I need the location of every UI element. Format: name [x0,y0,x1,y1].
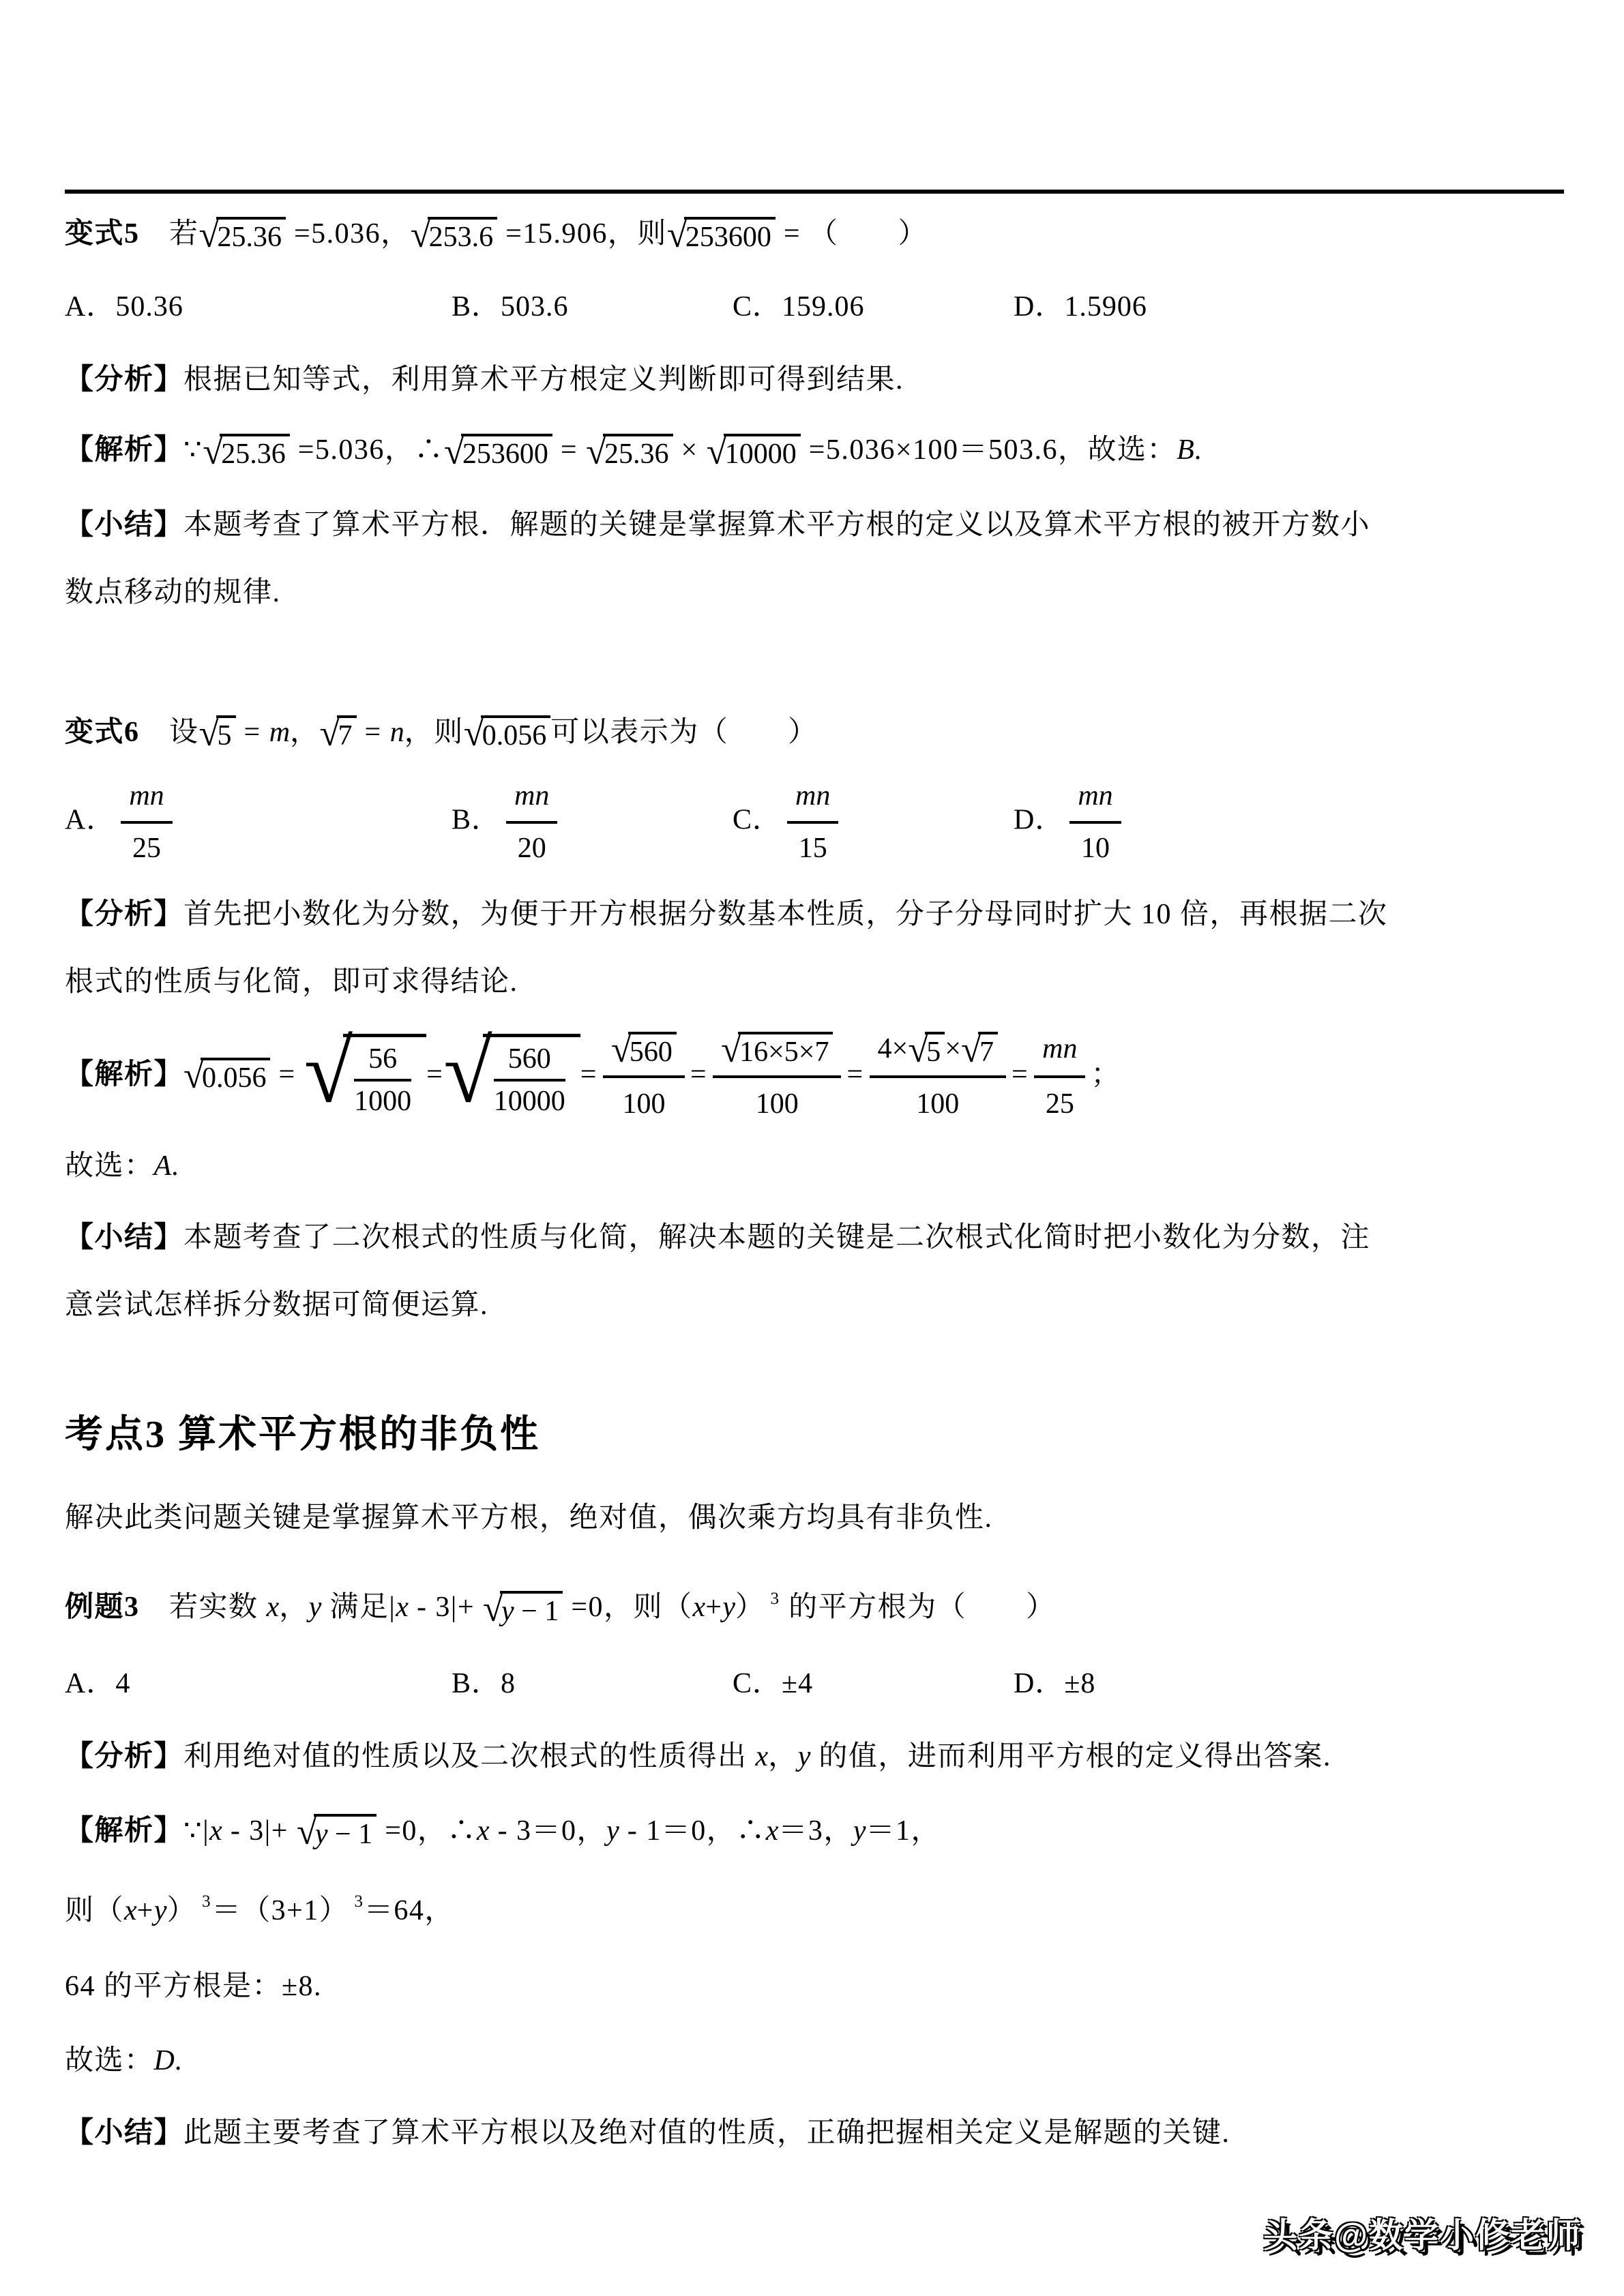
text-run: =0，∴ [377,1815,477,1847]
text-run: ∵ [183,434,203,466]
text-run: ＝1， [866,1815,941,1847]
text-run: mn [514,780,550,812]
text-run: 【小结】 [65,1222,184,1254]
text-run: 560 [629,1036,673,1068]
numerator [494,1043,565,1082]
text-run: B [1177,434,1194,466]
sqrt-expression [319,712,357,754]
fraction [787,775,838,870]
text-run: . [1194,434,1202,466]
sqrt-vinculum [461,434,552,471]
text-run: 此题主要考查了算术平方根以及绝对值的性质，正确把握相关定义是解题的关键. [183,2117,1230,2149]
text-run: = [270,1058,304,1090]
text-run: + [705,1592,723,1624]
sqrt-vinculum [220,434,290,471]
text-run: = [552,434,587,466]
text-run: 满足| [321,1592,396,1624]
text-run: - 1＝0，∴ [619,1815,766,1847]
text-run: 【分析】 [65,364,184,396]
fraction [713,1026,841,1127]
text-run: 16×5×7 [739,1036,829,1068]
text-run: 25 [132,833,162,865]
text-run: 根据已知等式，利用算术平方根定义判断即可得到结果. [183,364,904,396]
v5-option-b: B．503.6 [452,291,569,323]
sqrt-expression [721,1028,833,1070]
text-run: x [765,1815,779,1847]
text-run: 【解析】 [65,1815,184,1847]
sqrt-expression [183,1054,270,1096]
text-run: =0，则（ [563,1592,693,1624]
text-run: 100 [916,1088,960,1120]
e3-solution-line2 [65,1888,1564,1934]
radical-icon: √ [203,430,224,472]
text-run: ， [279,1592,309,1624]
v5-summary-line1 [65,503,1564,548]
radical-icon: √ [410,213,431,256]
text-run: × [945,1032,961,1064]
denominator [1069,824,1121,870]
v5-option-a: A．50.36 [65,291,183,323]
text-run: ， [290,716,320,748]
v5-options-row [65,286,1564,329]
text-run: 变式6 [65,716,140,748]
numerator [1069,775,1121,824]
text-run: 例题3 [65,1592,140,1624]
text-run: 本题考查了算术平方根．解题的关键是掌握算术平方根的定义以及算术平方根的被开方数小 [183,509,1371,541]
sqrt-expression [203,430,289,472]
text-run: x [209,1815,222,1847]
numerator [603,1026,685,1078]
text-run: 故选： [65,1150,154,1182]
v6-option-d [1014,775,1564,870]
text-run: ） [166,1894,197,1926]
text-run: 的值，进而利用平方根的定义得出答案. [810,1740,1331,1772]
text-run: ＝3， [778,1815,853,1847]
text-run: 7 [338,720,353,752]
text-run: mn [129,780,164,812]
text-run: 10 [1081,833,1110,865]
text-run: = （ ） [775,218,928,250]
sqrt-vinculum [738,1032,833,1069]
v6-summary-line2: 意尝试怎样拆分数据可简便运算. [65,1289,489,1322]
v6-options-row [65,775,1564,870]
denominator [494,1082,565,1118]
text-run: =15.906，则 [497,218,667,250]
text-run: x [692,1592,706,1624]
text-run: 100 [755,1088,799,1120]
radical-icon: √ [304,1023,353,1122]
text-run: y [606,1815,619,1847]
text-run: = [690,1058,708,1090]
v6-option-b [452,775,733,870]
text-run: − 1 [327,1819,373,1851]
superscript: 3 [354,1892,363,1911]
text-run: ∵| [183,1815,210,1847]
fraction [354,1043,411,1118]
sqrt-expression [198,712,236,754]
fraction [1069,775,1121,870]
radical-icon: √ [183,1054,204,1096]
footer-watermark: 头条@数学小修老师 [1263,2216,1582,2254]
radical-icon: √ [960,1028,981,1070]
text-run: C． [733,804,782,836]
denominator [121,824,172,870]
text-run: 7 [979,1036,994,1068]
denominator [713,1078,841,1127]
text-run: 25.36 [217,222,282,254]
sqrt-vinculum [628,1032,677,1069]
v5-summary-line2: 数点移动的规律. [65,576,281,608]
text-run: 5 [217,720,232,752]
text-run: × [673,434,707,466]
text-run: 253600 [462,438,548,470]
e3-solution-line3: 64 的平方根是：±8. [65,1971,323,2003]
sqrt-vinculum [314,1814,377,1851]
text-run: + [136,1894,154,1926]
superscript: 3 [202,1892,211,1911]
v6-choice [65,1144,1564,1189]
numerator [713,1026,841,1078]
v5-option-c: C．159.06 [733,291,865,323]
kp3-intro: 解决此类问题关键是掌握算术平方根，绝对值，偶次乘方均具有非负性. [65,1502,993,1534]
numerator [506,775,557,824]
sqrt-expression [666,213,776,256]
text-run: 则（ [65,1894,125,1926]
e3-analysis [65,1734,1564,1780]
radical-icon: √ [483,1587,503,1629]
sqrt-vinculum [343,1034,426,1120]
e3-choice [65,2038,1564,2084]
radical-icon: √ [296,1810,317,1853]
text-run: n [389,716,404,748]
fraction [506,775,557,870]
sqrt-vinculum [428,217,498,254]
text-run: . [171,1150,180,1182]
text-run: mn [795,780,831,812]
text-run: mn [1078,780,1113,812]
text-run: B． [452,804,501,836]
text-run: 变式5 [65,218,140,250]
text-run: ，则 [404,716,464,748]
text-run: mn [1042,1032,1078,1064]
e3-summary [65,2111,1564,2156]
e3-options-row [65,1663,1564,1705]
text-run: x [755,1740,769,1772]
radical-icon: √ [706,430,727,472]
text-run: 【小结】 [65,509,184,541]
v5-analysis [65,357,1564,403]
text-run: 【解析】 [65,1058,184,1090]
sqrt-expression [960,1028,998,1070]
text-run: 【小结】 [65,2117,184,2149]
v5-option-d: D．1.5906 [1014,291,1147,323]
text-run: 0.056 [482,720,547,752]
text-run: 若 [139,218,199,250]
e3-solution-line1 [65,1808,1564,1854]
sqrt-expression [463,712,550,754]
e3-option-c: C．±4 [733,1667,814,1699]
e3-question [65,1585,1564,1630]
sqrt-expression [610,1028,677,1070]
radical-icon: √ [666,213,688,256]
text-run: 故选： [65,2045,154,2077]
text-run: 560 [507,1043,551,1075]
text-run: 5 [926,1036,941,1068]
sqrt-vinculum [216,217,286,254]
v6-summary-line1 [65,1215,1564,1261]
numerator [354,1043,411,1082]
text-run: = [356,716,390,748]
v6-option-c [733,775,1014,870]
kp3-heading: 考点3 算术平方根的非负性 [65,1414,540,1457]
e3-option-b: B．8 [452,1667,516,1699]
text-run: = [235,716,269,748]
radical-icon: √ [319,712,340,754]
radical-icon: √ [610,1028,632,1070]
denominator [354,1082,411,1118]
text-run: A [153,1150,172,1182]
text-run: x [124,1894,137,1926]
sqrt-expression [483,1587,563,1629]
text-run: 的平方根为（ ） [780,1592,1056,1624]
denominator [603,1078,685,1127]
sqrt-expression [296,1810,377,1853]
numerator [121,775,172,824]
v6-question [65,710,1564,756]
text-run: ＝（3+1） [211,1894,349,1926]
text-run: 253.6 [428,222,494,254]
numerator [1034,1026,1085,1078]
text-run: ； [1091,1058,1121,1090]
text-run: - 3|+ [222,1815,297,1847]
radical-icon: √ [443,1023,492,1122]
radical-icon: √ [443,430,464,472]
sqrt-vinculum [684,217,776,254]
denominator [870,1078,1006,1127]
text-run: − 1 [514,1595,559,1627]
sqrt-expression [198,213,286,256]
sqrt-vinculum [724,434,801,471]
text-run: 56 [368,1043,398,1075]
sqrt-expression [908,1028,945,1070]
text-run: y [153,1894,167,1926]
text-run: D． [1014,804,1065,836]
text-run: x [396,1592,409,1624]
v6-analysis-line2: 根式的性质与化简，即可求得结论. [65,966,518,998]
text-run: . [174,2045,183,2077]
text-run: = [426,1058,444,1090]
text-run: y [722,1592,736,1624]
text-run: m [269,716,291,748]
text-run: 4× [877,1032,909,1064]
text-run: = [846,1058,864,1090]
superscript: 3 [770,1589,780,1608]
text-run: 【解析】 [65,434,184,466]
radical-icon: √ [586,430,607,472]
text-run: ） [735,1592,765,1624]
e3-option-d: D．±8 [1014,1667,1096,1699]
text-run: 253600 [685,222,771,254]
fraction [121,775,172,870]
radical-icon: √ [198,712,220,754]
v5-solution [65,428,1564,473]
fraction [1034,1026,1085,1127]
text-run: 100 [622,1088,666,1120]
denominator [787,824,838,870]
text-run: 25.36 [221,438,286,470]
radical-icon: √ [721,1028,742,1070]
text-run: 25.36 [604,438,669,470]
sqrt-vinculum [500,1591,563,1628]
text-run: 10000 [493,1086,565,1118]
text-run: A． [65,804,116,836]
denominator [1034,1078,1085,1127]
e3-option-a: A．4 [65,1667,131,1699]
denominator [506,824,557,870]
text-run: 20 [517,833,546,865]
text-run: =5.036，∴ [289,434,444,466]
sqrt-vinculum [483,1034,580,1120]
text-run: ， [768,1740,798,1772]
text-run: 可以表示为（ ） [550,716,818,748]
text-run: y [314,1819,328,1851]
sqrt-vinculum [481,715,551,752]
text-run: x [476,1815,490,1847]
radical-icon: √ [198,213,220,256]
text-run: y [853,1815,866,1847]
sqrt-expression [304,1023,426,1122]
text-run: =5.036， [286,218,411,250]
v6-analysis-line1 [65,892,1564,938]
v6-option-a [65,775,452,870]
fraction [870,1026,1006,1127]
text-run: 本题考查了二次根式的性质与化简，解决本题的关键是二次根式化简时把小数化为分数，注 [183,1222,1371,1254]
text-run: 15 [798,833,827,865]
text-run: y [797,1740,811,1772]
text-run: 1000 [354,1086,412,1118]
text-run: = [580,1058,597,1090]
sqrt-vinculum [603,434,673,471]
sqrt-expression [443,430,552,472]
text-run: 利用绝对值的性质以及二次根式的性质得出 [183,1740,756,1772]
text-run: = [1011,1058,1029,1090]
text-run: - 3|+ [408,1592,484,1624]
fraction [494,1043,565,1118]
text-run: 【分析】 [65,1740,184,1772]
radical-icon: √ [463,712,484,754]
fraction [603,1026,685,1127]
sqrt-expression [706,430,801,472]
text-run: 首先把小数化为分数，为便于开方根据分数基本性质，分子分母同时扩大 10 倍，再根据二次 [183,899,1388,931]
sqrt-expression [410,213,497,256]
sqrt-expression [586,430,673,472]
text-run: D [153,2045,175,2077]
text-run: 10000 [724,438,797,470]
text-run: =5.036×100＝503.6，故选： [800,434,1177,466]
numerator [870,1026,1006,1078]
text-run: 25 [1045,1088,1074,1120]
text-run: y [308,1592,322,1624]
text-run: y [501,1595,514,1627]
numerator [787,775,838,824]
text-run: 0.056 [201,1062,267,1094]
text-run: ＝64， [364,1894,454,1926]
sqrt-expression [443,1023,580,1122]
radical-icon: √ [908,1028,929,1070]
text-run: 【分析】 [65,899,184,931]
text-run: 设 [139,716,199,748]
sqrt-vinculum [201,1058,271,1094]
v6-solution [65,1023,1564,1127]
top-divider [65,190,1564,194]
text-run: x [266,1592,280,1624]
text-run: - 3＝0， [489,1815,607,1847]
text-run: 若实数 [139,1592,267,1624]
v5-question [65,211,1564,257]
